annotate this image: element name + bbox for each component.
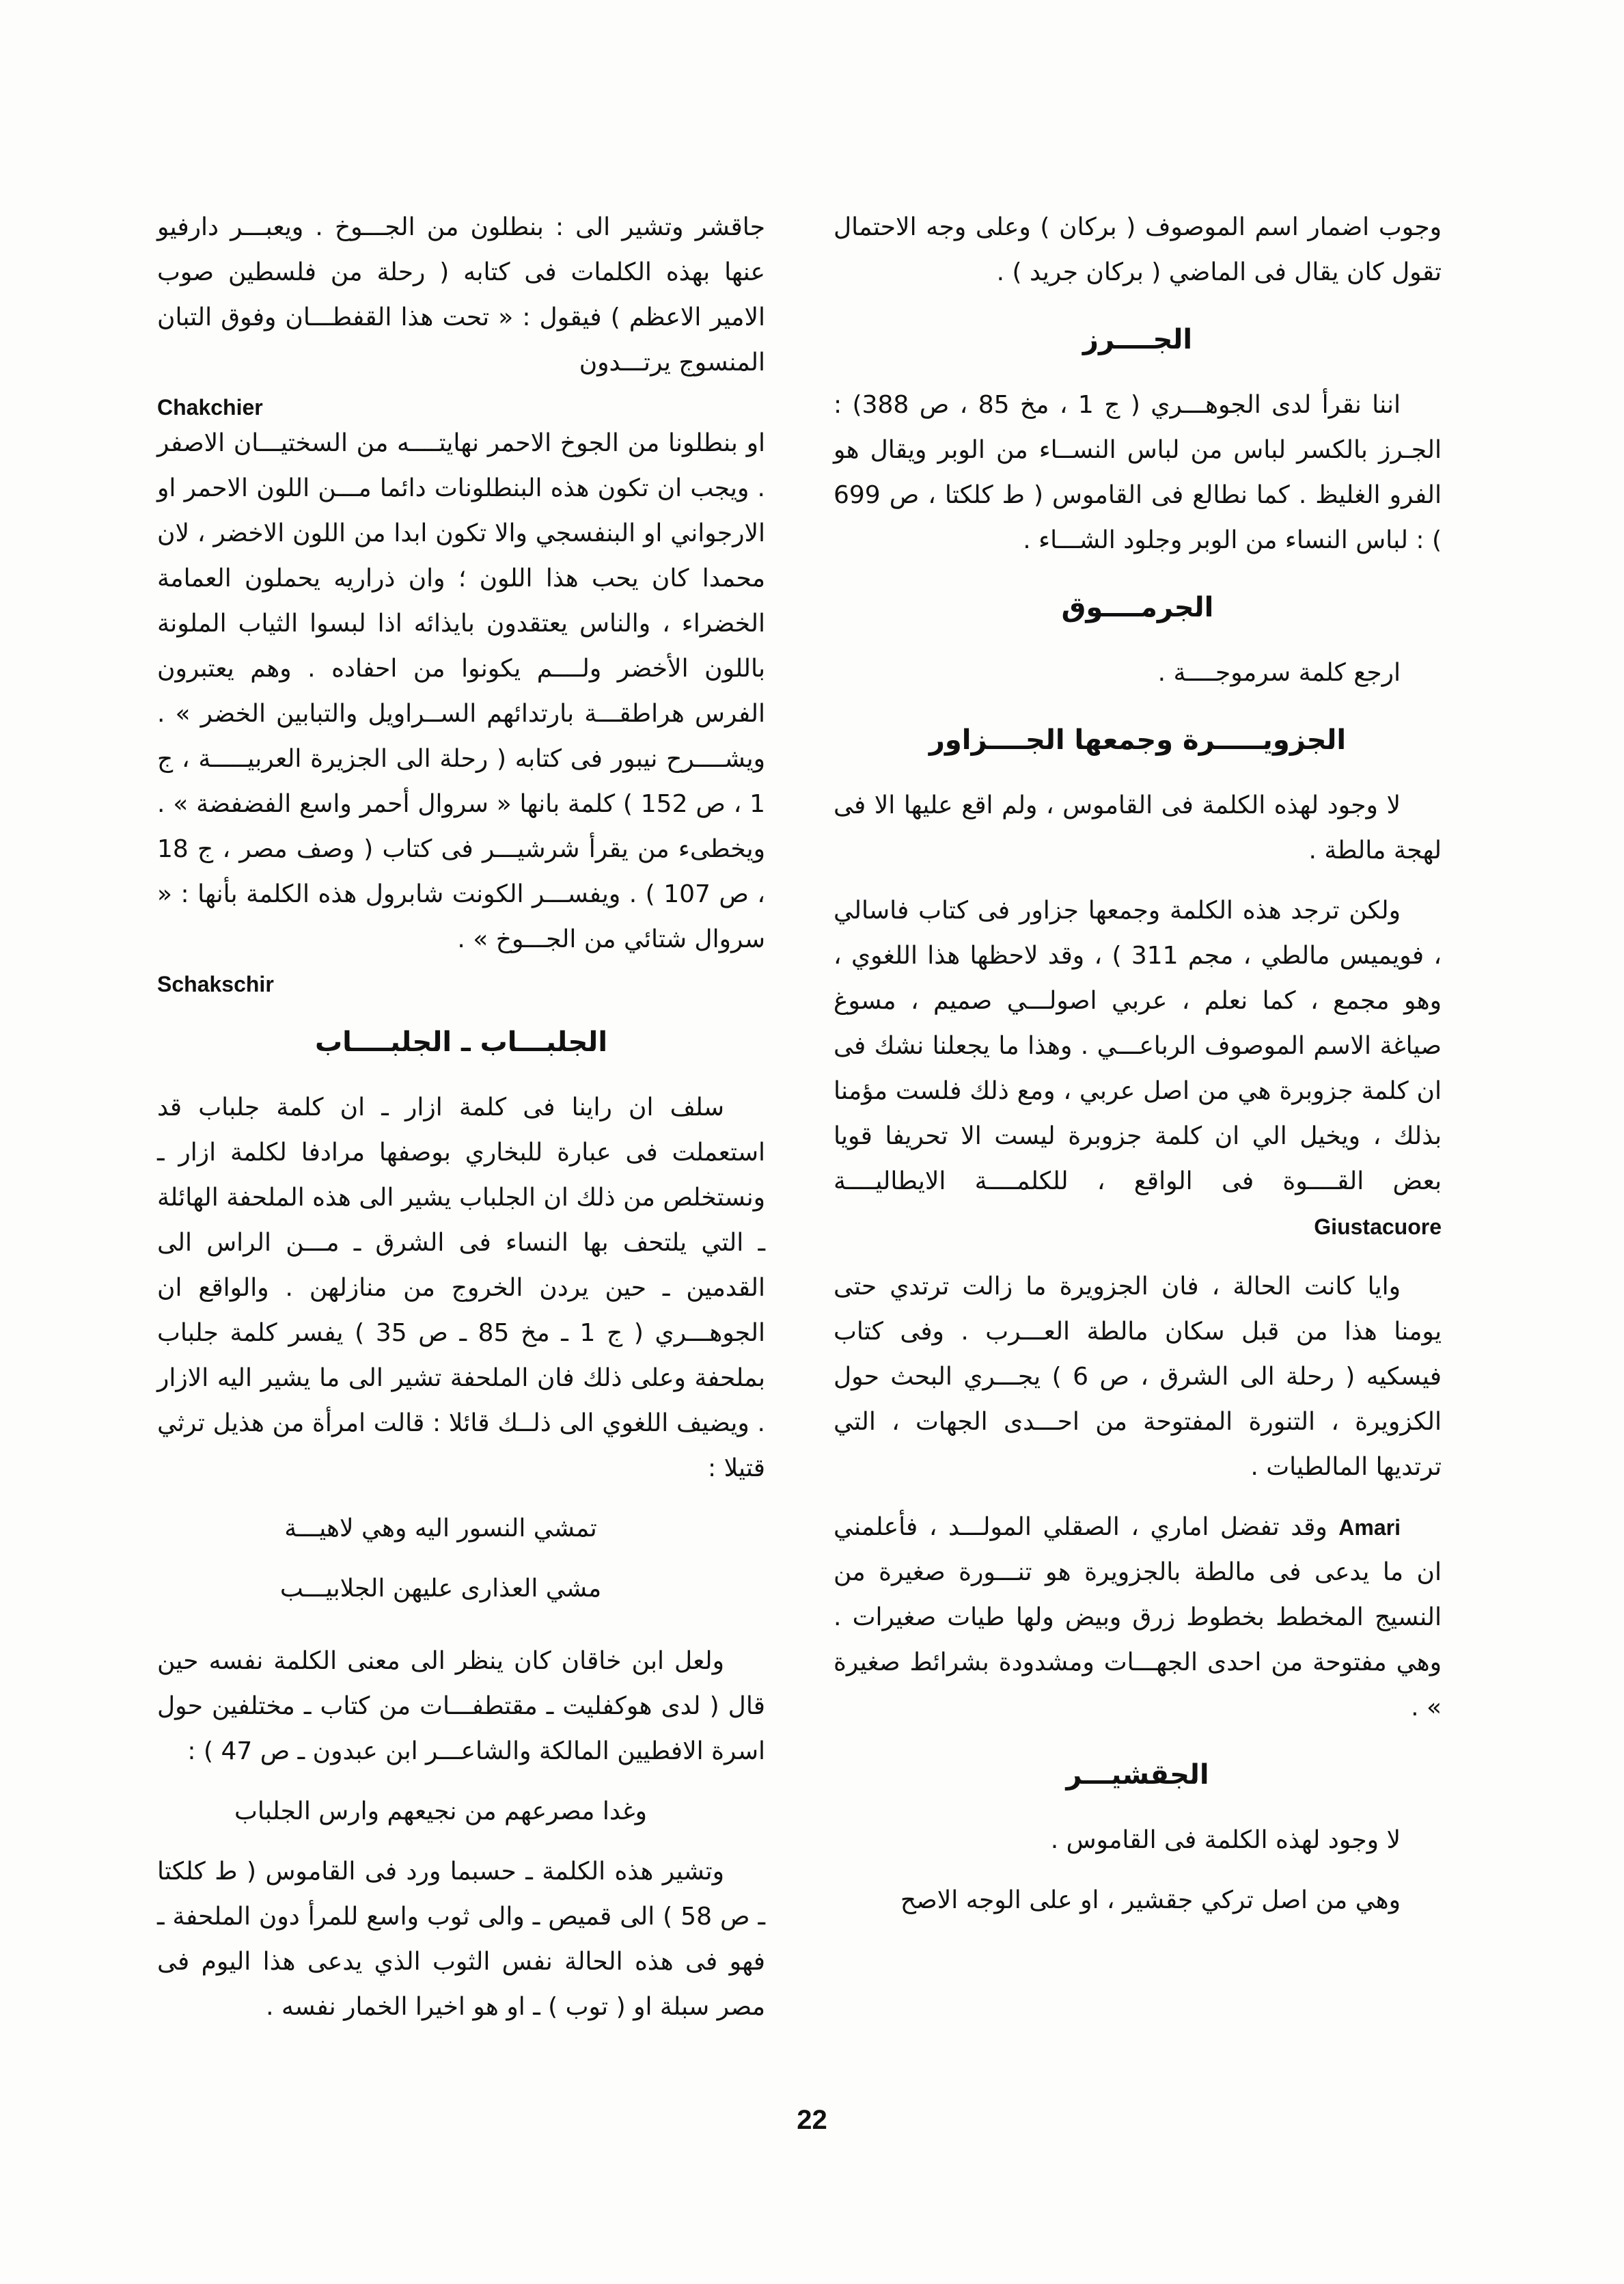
verse-line-1: تمشي النسور اليه وهي لاهيـــة bbox=[284, 1514, 597, 1542]
latin-term-chakchier: Chakchier bbox=[157, 395, 263, 420]
paragraph-jazwira-4-text: وقد تفضل اماري ، الصقلي المولـــد ، فأعلمني ان ما يدعى فى مالطة بالجزويرة هو تنـــورة صغيرة من النسيج المخطط بخطوط زرق وبيض ولها طيات صغيرات . وهي مفتوحة من احدى الجهـــات ومشدودة بشرائط صغيرة » . bbox=[834, 1513, 1442, 1722]
latin-term-amari: Amari bbox=[1338, 1515, 1401, 1540]
paragraph-jazwira-2 bbox=[834, 888, 1442, 1249]
heading-jurz: الجــــرز bbox=[1082, 324, 1193, 355]
verse-line-2: مشي العذارى عليهن الجلابيـــب bbox=[279, 1575, 602, 1603]
paragraph-jilbab-2: ولعل ابن خاقان كان ينظر الى معنى الكلمة نفسه حين قال ( لدى هوكفليت ـ مقتطفـــات من كتاب ـ مختلفين حول اسرة الافطيين المالكة والشاعـــر ابن عبدون ـ ص 47 ) : bbox=[157, 1647, 765, 1765]
heading-jazwira: الجزويـــــرة وجمعها الجــــزاور bbox=[928, 724, 1347, 756]
left-column bbox=[157, 205, 765, 2045]
page-number: 22 bbox=[797, 2105, 827, 2135]
paragraph-jaqshir-2: وهي من اصل تركي جقشير ، او على الوجه الاصح bbox=[900, 1886, 1401, 1914]
paragraph-jurz: اننا نقرأ لدى الجوهـــري ( ج 1 ، مخ 85 ، ص 388) : الجـرز بالكسر لباس من لباس النســاء من الوبر ويقال هو الفرو الغليظ . كما نطالع فى القاموس ( ط كلكتا ، ص 699 ) : لباس النساء من الوبر وجلود الشـــاء . bbox=[834, 391, 1442, 554]
paragraph-jaqshir-1: لا وجود لهذه الكلمة فى القاموس . bbox=[1050, 1826, 1401, 1854]
paragraph-jilbab-3: وتشير هذه الكلمة ـ حسبما ورد فى القاموس ( ط كلكتا ـ ص 58 ) الى قميص ـ والى ثوب واسع للمرأ دون الملحفة ـ فهو فى هذه الحالة نفس الثوب الذي يدعى هذا اليوم فى مصر سبلة او ( توب ) ـ او هو اخيرا الخمار نفسه . bbox=[157, 1858, 765, 2021]
right-intro: وجوب اضمار اسم الموصوف ( بركان ) وعلى وجه الاحتمال تقول كان يقال فى الماضي ( بركان جريد ) . bbox=[834, 213, 1442, 286]
heading-jilbab: الجلبـــاب ـ الجلبــــاب bbox=[314, 1027, 608, 1058]
paragraph-jazwira-3: وايا كانت الحالة ، فان الجزويرة ما زالت ترتدي حتى يومنا هذا من قبل سكان مالطة العـــرب . وفى كتاب فيسكيه ( رحلة الى الشرق ، ص 6 ) يجـــري البحث حول الكزويرة ، التنورة المفتوحة من احـــدى الجهات ، التي ترتديها المالطيات . bbox=[834, 1273, 1442, 1481]
paragraph-jazwira-4 bbox=[834, 1505, 1442, 1730]
verse-line-3: وغدا مصرعهم من نجيعهم وارس الجلباب bbox=[234, 1797, 648, 1825]
heading-jaqshir: الجقشيـــر bbox=[1066, 1759, 1209, 1791]
latin-term-giustacuore: Giustacuore bbox=[1314, 1214, 1442, 1239]
left-intro-2: او بنطلونا من الجوخ الاحمر نهايتــــه من السختيـــان الاصفر . ويجب ان تكون هذه البنطلونات دائما مـــن اللون الاحمر او الارجواني او البنفسجي والا تكون ابدا من اللون الاخضر ، لان محمدا كان يحب هذا اللون ؛ وان ذراريه يحملون العمامة الخضراء ، والناس يعتقدون بايذائه اذا لبسوا الثياب الملونة باللون الأخضر ولــــم يكونوا من احفاده . وهم يعتبرون الفرس هراطقـــة بارتدائهم الســراويل والتبابين الخضر » . ويشــــرح نيبور فى كتابه ( رحلة الى الجزيرة العربيـــــة ، ج 1 ، ص 152 ) كلمة بانها « سروال أحمر واسع الفضفضة » . ويخطىء من يقرأ شرشيـــر فى كتاب ( وصف مصر ، ج 18 ، ص 107 ) . ويفســـر الكونت شابرول هذه الكلمة بأنها : « سروال شتائي من الجـــوخ » . bbox=[157, 429, 765, 953]
paragraph-jazwira-2-text: ولكن ترجد هذه الكلمة وجمعها جزاور فى كتاب فاسالي ، فويميس مالطي ، مجم 311 ) ، وقد لاحظها هذا اللغوي ، وهو مجمع ، كما نعلم ، عربي اصولـــي صميم ، مسوغ صياغة الاسم الموصوف الرباعـــي . وهذا ما يجعلنا نشك فى ان كلمة جزوبرة هي من اصل عربي ، ومع ذلك فلست مؤمنا بذلك ، ويخيل الي ان كلمة جزوبرة ليست الا تحريفا قويا بعض القــــوة فى الواقع ، للكلمــــة الايطاليــــة bbox=[834, 897, 1442, 1195]
heading-jurmuq: الجرمــــوق bbox=[1061, 592, 1214, 623]
spacer bbox=[157, 1627, 765, 1639]
paragraph-jilbab-1: سلف ان راينا فى كلمة ازار ـ ان كلمة جلباب قد استعملت فى عبارة للبخاري بوصفها مرادفا لكلمة ازار ـ ونستخلص من ذلك ان الجلباب يشير الى هذه الملحفة الهائلة ـ التي يلتحف بها النساء فى الشرق ـ مـــن الراس الى القدمين ـ حين يردن الخروج من منازلهن . والواقع ان الجوهـــري ( ج 1 ـ مخ 85 ـ ص 35 ) يفسر كلمة جلباب بملحفة وعلى ذلك فان الملحفة تشير الى ما يشير اليه الازار . ويضيف اللغوي الى ذلــك قائلا : قالت امرأة من هذيل ترثي قتيلا : bbox=[157, 1093, 765, 1482]
latin-term-schakschir: Schakschir bbox=[157, 972, 274, 996]
paragraph-jurmuq: ارجع كلمة سرموجــــة . bbox=[1157, 659, 1401, 687]
paragraph-jazwira-1: لا وجود لهذه الكلمة فى القاموس ، ولم اقع عليها الا فى لهجة مالطة . bbox=[834, 791, 1442, 865]
right-column bbox=[834, 205, 1442, 1938]
left-intro-1: جاقشر وتشير الى : بنطلون من الجـــوخ . ويعبـــر دارفيو عنها بهذه الكلمات فى كتابه ( رحلة من فلسطين صوب الامير الاعظم ) فيقول : « تحت هذا القفطـــان وفوق التبان المنسوج يرتـــدون bbox=[157, 213, 765, 377]
